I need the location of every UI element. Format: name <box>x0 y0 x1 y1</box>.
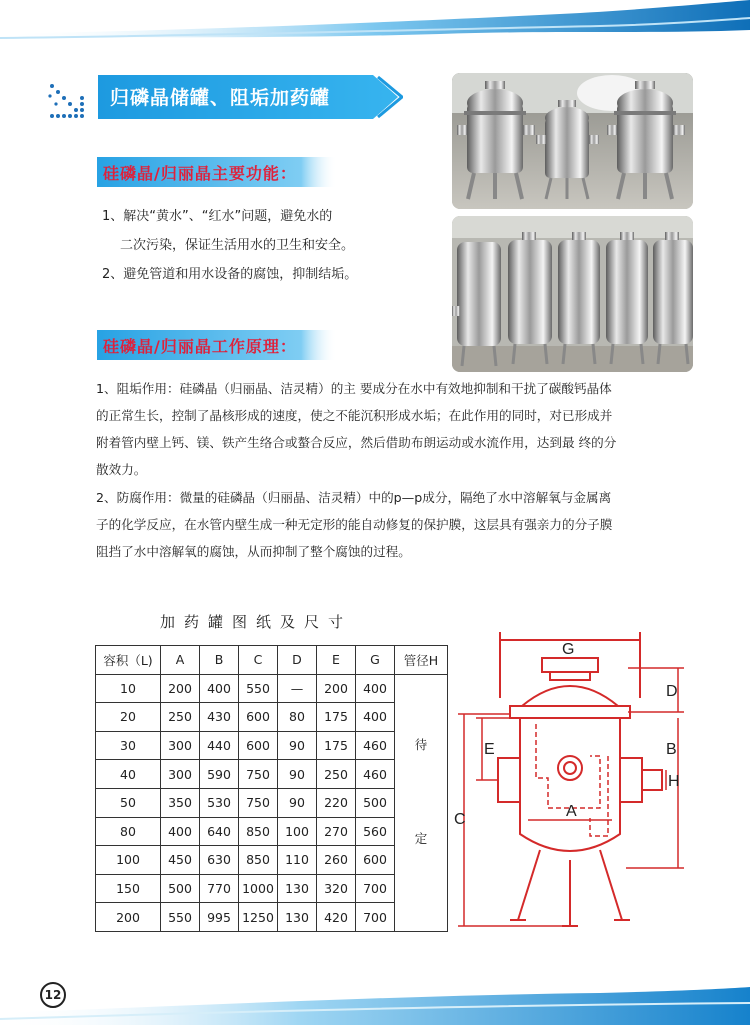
list-item: 1、解决“黄水”、“红水”问题，避免水的 <box>102 209 333 224</box>
table-cell: 550 <box>161 903 200 932</box>
table-cell: 300 <box>161 731 200 760</box>
table-title: 加药罐图纸及尺寸 <box>160 613 353 631</box>
table-cell: 995 <box>200 903 239 932</box>
table-cell: 750 <box>239 760 278 789</box>
table-cell: 400 <box>200 674 239 703</box>
section-heading-text: 硅磷晶/归丽晶主要功能： <box>103 164 297 183</box>
table-cell: 220 <box>317 788 356 817</box>
table-cell: 320 <box>317 874 356 903</box>
table-cell: 500 <box>161 874 200 903</box>
header-cell: A <box>161 646 200 675</box>
list-item: 二次污染，保证生活用水的卫生和安全。 <box>120 238 355 253</box>
table-cell: 600 <box>239 731 278 760</box>
pipe-note-1: 待 <box>414 736 428 752</box>
table-cell: 130 <box>278 874 317 903</box>
table-cell: 600 <box>239 703 278 732</box>
table-cell: 150 <box>96 874 161 903</box>
tank-photo-top <box>452 73 693 209</box>
table-cell: 90 <box>278 760 317 789</box>
header-cell: B <box>200 646 239 675</box>
table-cell: 200 <box>161 674 200 703</box>
paragraph-line: 附着管内壁上钙、镁、铁产生络合或螯合反应，然后借助布朗运动或水流作用，达到最 终的分 <box>96 435 617 450</box>
section-heading-text: 硅磷晶/归丽晶工作原理： <box>103 337 297 356</box>
label-C: C <box>454 811 466 828</box>
table-cell: 175 <box>317 731 356 760</box>
page-number: 12 <box>40 982 66 1008</box>
paragraph-line: 阻挡了水中溶解氧的腐蚀，从而抑制了整个腐蚀的过程。 <box>96 544 411 559</box>
header-cell: D <box>278 646 317 675</box>
table-cell: 400 <box>161 817 200 846</box>
table-cell: 1250 <box>239 903 278 932</box>
table-cell: 550 <box>239 674 278 703</box>
table-cell: 10 <box>96 674 161 703</box>
label-H: H <box>668 773 680 790</box>
table-cell: 460 <box>356 760 395 789</box>
table-cell: 500 <box>356 788 395 817</box>
label-D: D <box>666 683 678 700</box>
table-cell: 90 <box>278 788 317 817</box>
table-cell: 260 <box>317 846 356 875</box>
table-cell: 700 <box>356 903 395 932</box>
tank-photo-image <box>452 73 693 209</box>
section-heading-functions <box>97 157 337 187</box>
tank-photo-bottom <box>452 216 693 372</box>
header-cell: E <box>317 646 356 675</box>
table-cell: 80 <box>96 817 161 846</box>
table-cell: 600 <box>356 846 395 875</box>
section-heading-principle <box>97 330 337 360</box>
principle-paragraph-1 <box>96 375 716 483</box>
table-cell: 200 <box>317 674 356 703</box>
table-cell: 700 <box>356 874 395 903</box>
dimensions-table <box>95 645 448 932</box>
table-cell: 530 <box>200 788 239 817</box>
table-cell: 100 <box>278 817 317 846</box>
label-B: B <box>666 741 677 758</box>
paragraph-line: 的正常生长，控制了晶核形成的速度，使之不能沉积形成水垢；在此作用的同时，对已形成并 <box>96 408 613 423</box>
table-row <box>96 674 448 703</box>
table-cell: 20 <box>96 703 161 732</box>
paragraph-line: 2、防腐作用：微量的硅磷晶（归丽晶、洁灵精）中的p—p成分，隔绝了水中溶解氧与金属离 <box>96 490 612 505</box>
table-cell: 750 <box>239 788 278 817</box>
label-A: A <box>566 803 577 820</box>
table-cell: 90 <box>278 731 317 760</box>
table-cell: 770 <box>200 874 239 903</box>
bottom-wave-decoration <box>0 965 750 1025</box>
table-cell: 300 <box>161 760 200 789</box>
table-cell: 400 <box>356 674 395 703</box>
table-cell: 175 <box>317 703 356 732</box>
header-cell: 容积（L) <box>96 646 161 675</box>
table-cell: 420 <box>317 903 356 932</box>
function-list <box>102 202 442 289</box>
table-cell: 850 <box>239 846 278 875</box>
paragraph-line: 1、阻垢作用：硅磷晶（归丽晶、洁灵精）的主 要成分在水中有效地抑制和干扰了碳酸钙晶体 <box>96 381 612 396</box>
tank-dimension-diagram <box>440 628 700 933</box>
table-header-row <box>96 646 448 675</box>
table-cell: 630 <box>200 846 239 875</box>
list-item: 2、避免管道和用水设备的腐蚀，抑制结垢。 <box>102 267 358 282</box>
table-cell: 440 <box>200 731 239 760</box>
table-cell: 560 <box>356 817 395 846</box>
header-cell: G <box>356 646 395 675</box>
table-cell: 270 <box>317 817 356 846</box>
table-cell: 460 <box>356 731 395 760</box>
table-cell: 110 <box>278 846 317 875</box>
table-cell: — <box>278 674 317 703</box>
pipe-note-2: 定 <box>414 830 428 846</box>
table-cell: 350 <box>161 788 200 817</box>
table-cell: 850 <box>239 817 278 846</box>
table-cell: 400 <box>356 703 395 732</box>
table-cell: 250 <box>317 760 356 789</box>
paragraph-line: 散效力。 <box>96 462 147 477</box>
table-cell: 100 <box>96 846 161 875</box>
table-cell: 130 <box>278 903 317 932</box>
header-cell: C <box>239 646 278 675</box>
table-cell: 80 <box>278 703 317 732</box>
principle-paragraph-2 <box>96 484 716 565</box>
page-title: 归磷晶储罐、阻垢加药罐 <box>110 87 331 109</box>
table-cell: 430 <box>200 703 239 732</box>
top-wave-decoration <box>0 0 750 60</box>
table-cell: 40 <box>96 760 161 789</box>
tank-photo-image <box>452 216 693 372</box>
label-E: E <box>484 741 495 758</box>
header-cell: 管径H <box>395 646 448 675</box>
table-cell: 200 <box>96 903 161 932</box>
table-cell: 50 <box>96 788 161 817</box>
arrow-decoration-icon <box>48 80 88 122</box>
paragraph-line: 子的化学反应，在水管内壁生成一种无定形的能自动修复的保护膜，这层具有强亲力的分子膜 <box>96 517 613 532</box>
table-cell: 590 <box>200 760 239 789</box>
table-cell: 640 <box>200 817 239 846</box>
table-cell: 250 <box>161 703 200 732</box>
table-cell: 450 <box>161 846 200 875</box>
table-cell: 1000 <box>239 874 278 903</box>
label-G: G <box>562 641 575 658</box>
table-cell: 30 <box>96 731 161 760</box>
